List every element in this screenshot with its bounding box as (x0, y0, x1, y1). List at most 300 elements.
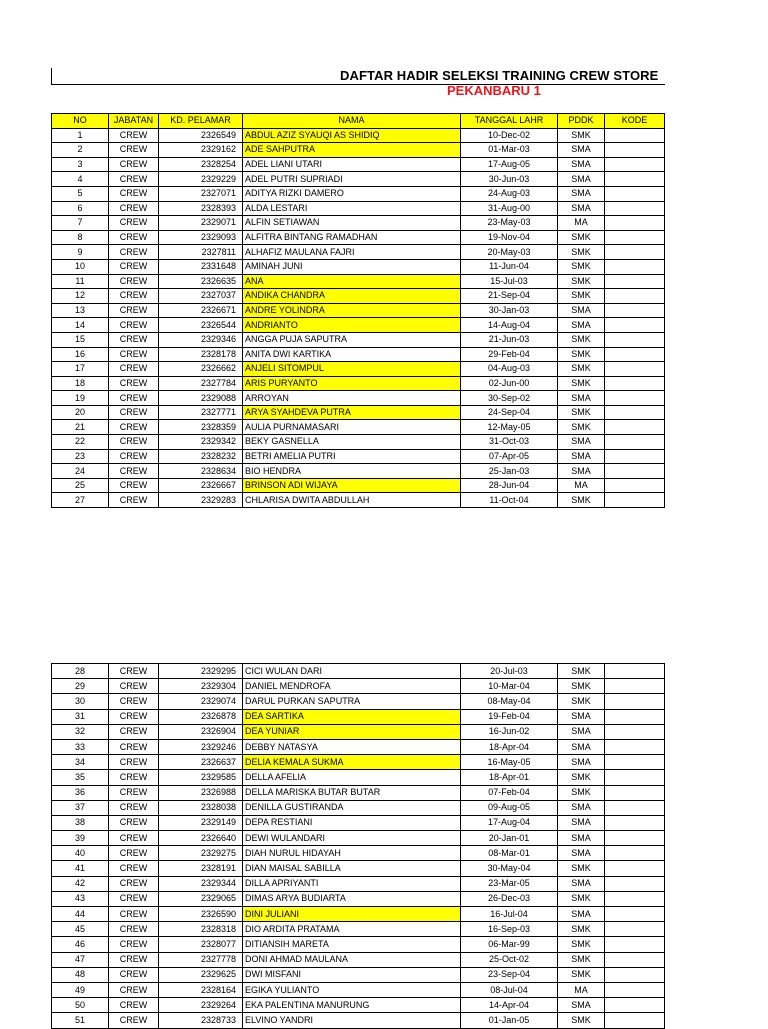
cell-nama: DONI AHMAD MAULANA (243, 952, 461, 967)
cell-nama: AMINAH JUNI (243, 259, 461, 274)
cell-tanggal-lahir: 25-Jan-03 (461, 464, 558, 479)
cell-nama: ALHAFIZ MAULANA FAJRI (243, 245, 461, 260)
cell-kd-pelamar: 2327037 (159, 289, 243, 304)
table-row (52, 770, 665, 785)
cell-tanggal-lahir: 21-Jun-03 (461, 332, 558, 347)
cell-tanggal-lahir: 15-Jul-03 (461, 274, 558, 289)
cell-no: 37 (52, 800, 109, 815)
cell-pddk: MA (558, 478, 605, 493)
table-row (52, 831, 665, 846)
cell-kd-pelamar: 2326549 (159, 128, 243, 143)
cell-tanggal-lahir: 10-Mar-04 (461, 679, 558, 694)
cell-tanggal-lahir: 20-Jan-01 (461, 831, 558, 846)
cell-kd-pelamar: 2326904 (159, 724, 243, 739)
cell-pddk: SMK (558, 274, 605, 289)
cell-no: 18 (52, 376, 109, 391)
cell-pddk: SMK (558, 952, 605, 967)
cell-no: 31 (52, 709, 109, 724)
cell-jabatan: CREW (109, 967, 159, 982)
cell-nama: AULIA PURNAMASARI (243, 420, 461, 435)
cell-kode (605, 664, 665, 679)
cell-no: 24 (52, 464, 109, 479)
cell-kd-pelamar: 2329065 (159, 891, 243, 906)
cell-pddk: SMK (558, 289, 605, 304)
cell-pddk: SMK (558, 347, 605, 362)
table-row (52, 861, 665, 876)
cell-jabatan: CREW (109, 478, 159, 493)
cell-kd-pelamar: 2326662 (159, 362, 243, 377)
table-row (52, 967, 665, 982)
cell-kode (605, 876, 665, 891)
cell-pddk: SMK (558, 770, 605, 785)
cell-kode (605, 694, 665, 709)
cell-nama: CICI WULAN DARI (243, 664, 461, 679)
cell-jabatan: CREW (109, 724, 159, 739)
cell-pddk: SMK (558, 785, 605, 800)
cell-pddk: SMK (558, 861, 605, 876)
page-title: DAFTAR HADIR SELEKSI TRAINING CREW STORE (340, 68, 659, 83)
cell-no: 35 (52, 770, 109, 785)
cell-kode (605, 679, 665, 694)
cell-kd-pelamar: 2329342 (159, 435, 243, 450)
table-row (52, 216, 665, 231)
cell-pddk: SMA (558, 755, 605, 770)
cell-kode (605, 128, 665, 143)
table-row (52, 289, 665, 304)
cell-nama: DENILLA GUSTIRANDA (243, 800, 461, 815)
table-row (52, 230, 665, 245)
cell-pddk: SMA (558, 815, 605, 830)
cell-nama: DEA SARTIKA (243, 709, 461, 724)
cell-tanggal-lahir: 01-Mar-03 (461, 143, 558, 158)
cell-kd-pelamar: 2327811 (159, 245, 243, 260)
cell-pddk: SMK (558, 922, 605, 937)
cell-no: 27 (52, 493, 109, 508)
cell-tanggal-lahir: 23-Mar-05 (461, 876, 558, 891)
cell-tanggal-lahir: 07-Apr-05 (461, 449, 558, 464)
cell-no: 16 (52, 347, 109, 362)
cell-pddk: SMA (558, 172, 605, 187)
cell-kode (605, 449, 665, 464)
cell-jabatan: CREW (109, 922, 159, 937)
cell-nama: ANA (243, 274, 461, 289)
cell-kd-pelamar: 2326667 (159, 478, 243, 493)
cell-pddk: SMK (558, 967, 605, 982)
cell-no: 4 (52, 172, 109, 187)
cell-pddk: MA (558, 982, 605, 997)
cell-pddk: SMK (558, 405, 605, 420)
cell-kode (605, 922, 665, 937)
cell-nama: ALDA LESTARI (243, 201, 461, 216)
header-pddk: PDDK (558, 114, 605, 129)
cell-pddk: SMK (558, 664, 605, 679)
cell-kd-pelamar: 2328254 (159, 157, 243, 172)
cell-nama: DARUL PURKAN SAPUTRA (243, 694, 461, 709)
page-subtitle: PEKANBARU 1 (447, 83, 541, 98)
cell-pddk: SMA (558, 157, 605, 172)
cell-tanggal-lahir: 04-Aug-03 (461, 362, 558, 377)
cell-pddk: SMK (558, 245, 605, 260)
cell-kode (605, 709, 665, 724)
cell-jabatan: CREW (109, 785, 159, 800)
header-tanggal-lahir: TANGGAL LAHR (461, 114, 558, 129)
cell-pddk: SMK (558, 420, 605, 435)
cell-tanggal-lahir: 25-Oct-02 (461, 952, 558, 967)
table-row (52, 724, 665, 739)
cell-kode (605, 724, 665, 739)
cell-tanggal-lahir: 08-May-04 (461, 694, 558, 709)
table-row (52, 449, 665, 464)
cell-tanggal-lahir: 30-Sep-02 (461, 391, 558, 406)
cell-kd-pelamar: 2329074 (159, 694, 243, 709)
cell-nama: ALFITRA BINTANG RAMADHAN (243, 230, 461, 245)
cell-nama: EGIKA YULIANTO (243, 982, 461, 997)
cell-kode (605, 846, 665, 861)
cell-jabatan: CREW (109, 861, 159, 876)
cell-jabatan: CREW (109, 303, 159, 318)
cell-pddk: SMA (558, 907, 605, 922)
cell-no: 44 (52, 907, 109, 922)
cell-kode (605, 785, 665, 800)
cell-kd-pelamar: 2326637 (159, 755, 243, 770)
header-kode: KODE (605, 114, 665, 129)
header-jabatan: JABATAN (109, 114, 159, 129)
table-row (52, 478, 665, 493)
table-row (52, 891, 665, 906)
cell-kode (605, 493, 665, 508)
cell-no: 41 (52, 861, 109, 876)
cell-no: 22 (52, 435, 109, 450)
cell-kd-pelamar: 2329295 (159, 664, 243, 679)
cell-kode (605, 998, 665, 1013)
cell-nama: ABDUL AZIZ SYAUQI AS SHIDIQ (243, 128, 461, 143)
cell-jabatan: CREW (109, 694, 159, 709)
cell-kode (605, 967, 665, 982)
cell-nama: DIAN MAISAL SABILLA (243, 861, 461, 876)
cell-jabatan: CREW (109, 259, 159, 274)
cell-nama: DEBBY NATASYA (243, 739, 461, 754)
table-row (52, 186, 665, 201)
cell-kd-pelamar: 2329304 (159, 679, 243, 694)
cell-kd-pelamar: 2329246 (159, 739, 243, 754)
cell-jabatan: CREW (109, 1013, 159, 1028)
cell-kode (605, 907, 665, 922)
cell-kd-pelamar: 2328393 (159, 201, 243, 216)
table-row (52, 800, 665, 815)
cell-tanggal-lahir: 30-Jan-03 (461, 303, 558, 318)
cell-kode (605, 332, 665, 347)
table-row (52, 157, 665, 172)
cell-no: 25 (52, 478, 109, 493)
cell-tanggal-lahir: 14-Aug-04 (461, 318, 558, 333)
table-row (52, 876, 665, 891)
cell-nama: DIAH NURUL HIDAYAH (243, 846, 461, 861)
cell-kode (605, 186, 665, 201)
cell-kd-pelamar: 2328077 (159, 937, 243, 952)
cell-pddk: SMA (558, 143, 605, 158)
cell-kd-pelamar: 2329162 (159, 143, 243, 158)
cell-kd-pelamar: 2329088 (159, 391, 243, 406)
cell-kd-pelamar: 2329275 (159, 846, 243, 861)
cell-kd-pelamar: 2329264 (159, 998, 243, 1013)
cell-jabatan: CREW (109, 937, 159, 952)
cell-tanggal-lahir: 30-Jun-03 (461, 172, 558, 187)
cell-no: 17 (52, 362, 109, 377)
cell-kode (605, 157, 665, 172)
cell-pddk: SMK (558, 493, 605, 508)
cell-kd-pelamar: 2328191 (159, 861, 243, 876)
table-row (52, 679, 665, 694)
cell-tanggal-lahir: 01-Jan-05 (461, 1013, 558, 1028)
cell-tanggal-lahir: 17-Aug-04 (461, 815, 558, 830)
cell-tanggal-lahir: 12-May-05 (461, 420, 558, 435)
cell-jabatan: CREW (109, 998, 159, 1013)
cell-pddk: SMA (558, 464, 605, 479)
cell-nama: EKA PALENTINA MANURUNG (243, 998, 461, 1013)
cell-jabatan: CREW (109, 907, 159, 922)
cell-nama: ARROYAN (243, 391, 461, 406)
cell-nama: DITIANSIH MARETA (243, 937, 461, 952)
cell-tanggal-lahir: 16-Sep-03 (461, 922, 558, 937)
cell-jabatan: CREW (109, 679, 159, 694)
cell-no: 28 (52, 664, 109, 679)
cell-kode (605, 420, 665, 435)
cell-kode (605, 172, 665, 187)
cell-no: 3 (52, 157, 109, 172)
cell-no: 43 (52, 891, 109, 906)
cell-kode (605, 1013, 665, 1028)
cell-tanggal-lahir: 14-Apr-04 (461, 998, 558, 1013)
cell-tanggal-lahir: 23-May-03 (461, 216, 558, 231)
cell-jabatan: CREW (109, 664, 159, 679)
attendance-table-2 (51, 663, 665, 1029)
cell-jabatan: CREW (109, 128, 159, 143)
cell-tanggal-lahir: 19-Feb-04 (461, 709, 558, 724)
table-row (52, 347, 665, 362)
cell-jabatan: CREW (109, 952, 159, 967)
cell-tanggal-lahir: 02-Jun-00 (461, 376, 558, 391)
cell-pddk: SMK (558, 679, 605, 694)
cell-kode (605, 259, 665, 274)
cell-pddk: SMA (558, 831, 605, 846)
cell-kd-pelamar: 2328164 (159, 982, 243, 997)
sheet-border-top (51, 84, 665, 85)
cell-pddk: SMA (558, 998, 605, 1013)
cell-jabatan: CREW (109, 493, 159, 508)
cell-pddk: SMK (558, 1013, 605, 1028)
cell-no: 48 (52, 967, 109, 982)
table-row (52, 937, 665, 952)
cell-jabatan: CREW (109, 318, 159, 333)
table-row (52, 922, 665, 937)
cell-nama: DANIEL MENDROFA (243, 679, 461, 694)
table-row (52, 362, 665, 377)
cell-kode (605, 391, 665, 406)
cell-jabatan: CREW (109, 245, 159, 260)
cell-no: 2 (52, 143, 109, 158)
cell-no: 42 (52, 876, 109, 891)
cell-jabatan: CREW (109, 982, 159, 997)
cell-nama: DELLA MARISKA BUTAR BUTAR (243, 785, 461, 800)
cell-nama: ADEL PUTRI SUPRIADI (243, 172, 461, 187)
cell-kd-pelamar: 2327071 (159, 186, 243, 201)
cell-pddk: SMA (558, 739, 605, 754)
cell-pddk: SMK (558, 332, 605, 347)
cell-kode (605, 376, 665, 391)
cell-tanggal-lahir: 16-Jul-04 (461, 907, 558, 922)
cell-nama: ADE SAHPUTRA (243, 143, 461, 158)
cell-kd-pelamar: 2328318 (159, 922, 243, 937)
cell-tanggal-lahir: 11-Oct-04 (461, 493, 558, 508)
cell-pddk: SMK (558, 694, 605, 709)
cell-nama: DIMAS ARYA BUDIARTA (243, 891, 461, 906)
cell-kode (605, 755, 665, 770)
cell-no: 40 (52, 846, 109, 861)
cell-jabatan: CREW (109, 435, 159, 450)
cell-pddk: SMK (558, 362, 605, 377)
cell-jabatan: CREW (109, 143, 159, 158)
cell-no: 5 (52, 186, 109, 201)
cell-kd-pelamar: 2327784 (159, 376, 243, 391)
cell-jabatan: CREW (109, 770, 159, 785)
cell-kode (605, 362, 665, 377)
cell-nama: DEA YUNIAR (243, 724, 461, 739)
cell-nama: CHLARISA DWITA ABDULLAH (243, 493, 461, 508)
table-row (52, 318, 665, 333)
cell-kode (605, 937, 665, 952)
cell-no: 8 (52, 230, 109, 245)
cell-tanggal-lahir: 31-Aug-00 (461, 201, 558, 216)
cell-nama: DIO ARDITA PRATAMA (243, 922, 461, 937)
cell-kode (605, 143, 665, 158)
cell-kd-pelamar: 2326878 (159, 709, 243, 724)
cell-kd-pelamar: 2329071 (159, 216, 243, 231)
cell-nama: DINI JULIANI (243, 907, 461, 922)
table-row (52, 435, 665, 450)
cell-nama: BETRI AMELIA PUTRI (243, 449, 461, 464)
cell-kode (605, 891, 665, 906)
cell-tanggal-lahir: 10-Dec-02 (461, 128, 558, 143)
table-row (52, 982, 665, 997)
cell-no: 13 (52, 303, 109, 318)
cell-kode (605, 815, 665, 830)
cell-kd-pelamar: 2326544 (159, 318, 243, 333)
cell-kd-pelamar: 2329344 (159, 876, 243, 891)
cell-jabatan: CREW (109, 846, 159, 861)
table-header-row (52, 114, 665, 129)
cell-no: 14 (52, 318, 109, 333)
table-row (52, 128, 665, 143)
cell-nama: BEKY GASNELLA (243, 435, 461, 450)
cell-kode (605, 952, 665, 967)
cell-nama: DILLA APRIYANTI (243, 876, 461, 891)
cell-kd-pelamar: 2331648 (159, 259, 243, 274)
cell-tanggal-lahir: 24-Sep-04 (461, 405, 558, 420)
cell-pddk: SMA (558, 201, 605, 216)
cell-pddk: SMA (558, 709, 605, 724)
cell-nama: ANGGA PUJA SAPUTRA (243, 332, 461, 347)
cell-jabatan: CREW (109, 172, 159, 187)
cell-kode (605, 435, 665, 450)
cell-pddk: SMK (558, 937, 605, 952)
cell-kd-pelamar: 2329585 (159, 770, 243, 785)
cell-jabatan: CREW (109, 876, 159, 891)
cell-no: 6 (52, 201, 109, 216)
cell-nama: ANDRE YOLINDRA (243, 303, 461, 318)
cell-jabatan: CREW (109, 449, 159, 464)
cell-kode (605, 201, 665, 216)
cell-no: 9 (52, 245, 109, 260)
cell-kode (605, 861, 665, 876)
cell-jabatan: CREW (109, 186, 159, 201)
cell-kode (605, 770, 665, 785)
cell-kd-pelamar: 2328038 (159, 800, 243, 815)
cell-pddk: MA (558, 216, 605, 231)
cell-kd-pelamar: 2327778 (159, 952, 243, 967)
cell-nama: BIO HENDRA (243, 464, 461, 479)
cell-kd-pelamar: 2326635 (159, 274, 243, 289)
cell-pddk: SMK (558, 891, 605, 906)
cell-jabatan: CREW (109, 800, 159, 815)
cell-pddk: SMA (558, 846, 605, 861)
cell-nama: ADITYA RIZKI DAMERO (243, 186, 461, 201)
cell-no: 11 (52, 274, 109, 289)
cell-jabatan: CREW (109, 739, 159, 754)
cell-jabatan: CREW (109, 274, 159, 289)
table-row (52, 143, 665, 158)
cell-kode (605, 478, 665, 493)
table-row (52, 709, 665, 724)
header-no: NO (52, 114, 109, 129)
cell-jabatan: CREW (109, 405, 159, 420)
cell-pddk: SMA (558, 318, 605, 333)
cell-kd-pelamar: 2329093 (159, 230, 243, 245)
cell-pddk: SMA (558, 303, 605, 318)
cell-tanggal-lahir: 31-Oct-03 (461, 435, 558, 450)
cell-tanggal-lahir: 19-Nov-04 (461, 230, 558, 245)
cell-kode (605, 303, 665, 318)
cell-jabatan: CREW (109, 464, 159, 479)
cell-nama: ANDRIANTO (243, 318, 461, 333)
cell-nama: ARYA SYAHDEVA PUTRA (243, 405, 461, 420)
cell-kd-pelamar: 2328232 (159, 449, 243, 464)
cell-nama: ANJELI SITOMPUL (243, 362, 461, 377)
cell-kode (605, 230, 665, 245)
cell-tanggal-lahir: 30-May-04 (461, 861, 558, 876)
cell-pddk: SMK (558, 259, 605, 274)
table-row (52, 274, 665, 289)
cell-tanggal-lahir: 20-May-03 (461, 245, 558, 260)
cell-jabatan: CREW (109, 755, 159, 770)
cell-pddk: SMA (558, 391, 605, 406)
cell-tanggal-lahir: 08-Mar-01 (461, 846, 558, 861)
cell-kode (605, 347, 665, 362)
table-row (52, 664, 665, 679)
cell-jabatan: CREW (109, 891, 159, 906)
cell-kode (605, 405, 665, 420)
cell-nama: DEPA RESTIANI (243, 815, 461, 830)
cell-tanggal-lahir: 08-Jul-04 (461, 982, 558, 997)
cell-kd-pelamar: 2328634 (159, 464, 243, 479)
table-row (52, 259, 665, 274)
table-row (52, 846, 665, 861)
cell-nama: DWI MISFANI (243, 967, 461, 982)
cell-no: 45 (52, 922, 109, 937)
cell-no: 29 (52, 679, 109, 694)
table-row (52, 907, 665, 922)
cell-no: 47 (52, 952, 109, 967)
cell-pddk: SMA (558, 800, 605, 815)
